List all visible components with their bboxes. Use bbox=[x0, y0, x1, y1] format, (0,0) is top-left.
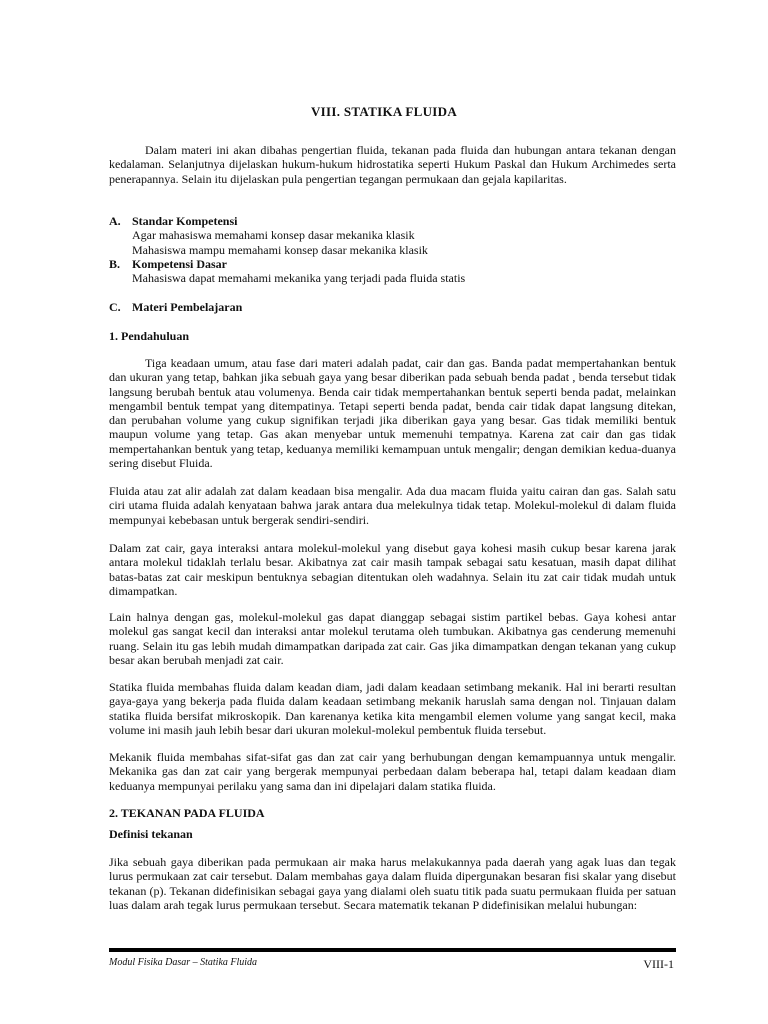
section-b bbox=[109, 257, 676, 271]
section-c-title: Materi Pembelajaran bbox=[132, 300, 243, 314]
heading-tekanan: 2. TEKANAN PADA FLUIDA bbox=[109, 806, 265, 820]
paragraph-4: Lain halnya dengan gas, molekul-molekul gas dapat dianggap sebagai sistim partikel bebas. Gaya kohesi antar molekul gas sangat kecil dan interaksi antar molekul terutama oleh tumbukan. Akibatnya gas cenderung memenuhi ruang. Selain itu gas lebih mudah dimampatkan daripada zat cair. Gas jika dimampatkan dengan tekanan yang cukup besar akan berubah menjadi zat cair. bbox=[109, 610, 676, 667]
section-a-label: A. bbox=[109, 214, 121, 228]
footer-rule bbox=[109, 948, 676, 952]
section-b-title: Kompetensi Dasar bbox=[132, 256, 227, 271]
footer-module-name: Modul Fisika Dasar – Statika Fluida bbox=[109, 957, 258, 968]
paragraph-5: Statika fluida membahas fluida dalam keadan diam, jadi dalam keadaan setimbang mekanik. Hal ini berarti resultan gaya-gaya yang bekerja pada fluida dalam keadaan setimbang mekanik haruslah sama dengan nol. Tinjauan dalam statika fluida bersifat mikroskopik. Dan karenanya ketika kita mengambil elemen volume yang sangat kecil, maka volume ini masih jauh lebih besar dari ukuran molekul-molekul pembentuk fluida tersebut. bbox=[109, 680, 676, 737]
section-b-label: B. bbox=[109, 256, 121, 271]
heading-pendahuluan: 1. Pendahuluan bbox=[109, 329, 190, 343]
section-a-title: Standar Kompetensi bbox=[132, 214, 238, 228]
section-a-line2: Mahasiswa mampu memahami konsep dasar mekanika klasik bbox=[132, 242, 428, 257]
section-a-line1: Agar mahasiswa memahami konsep dasar mekanika klasik bbox=[132, 228, 415, 243]
section-c-label: C. bbox=[109, 300, 121, 314]
page-number: VIII-1 bbox=[643, 957, 674, 971]
competency-list bbox=[109, 214, 676, 285]
section-b-line1: Mahasiswa dapat memahami mekanika yang terjadi pada fluida statis bbox=[132, 271, 466, 286]
paragraph-3: Dalam zat cair, gaya interaksi antara molekul-molekul yang disebut gaya kohesi masih cukup besar karena jarak antara molekul tidaklah terlalu besar. Akibatnya zat cair masih tampak sebagai satu kesatuan, masih dapat dilihat batas-batas zat cair meskipun bentuknya sebagian ditentukan oleh wadahnya. Selain itu zat cair tidak mudah untuk dimampatkan. bbox=[109, 541, 676, 598]
section-c bbox=[109, 300, 676, 314]
intro-paragraph: Dalam materi ini akan dibahas pengertian fluida, tekanan pada fluida dan hubungan antara tekanan dengan kedalaman. Selanjutnya dijelaskan hukum-hukum hidrostatika seperti Hukum Paskal dan Hukum Archimedes serta penerapannya. Selain itu dijelaskan pula pengertian tegangan permukaan dan gejala kapilaritas. bbox=[109, 143, 676, 186]
section-a bbox=[109, 214, 676, 228]
subheading-definisi: Definisi tekanan bbox=[109, 827, 193, 841]
chapter-title: VIII. STATIKA FLUIDA bbox=[310, 104, 458, 119]
paragraph-7: Jika sebuah gaya diberikan pada permukaan air maka harus melakukannya pada daerah yang agak luas dan tegak lurus permukaan zat cair tersebut. Dalam membahas gaya dalam fluida dipergunakan besaran fisi skalar yang disebut tekanan (p). Tekanan didefinisikan sebagai gaya yang dialami oleh suatu titik pada suatu permukaan fluida per satuan luas dalam arah tegak lurus permukaan tersebut. Secara matematik tekanan P didefinisikan melalui hubungan: bbox=[109, 855, 676, 912]
paragraph-2: Fluida atau zat alir adalah zat dalam keadaan bisa mengalir. Ada dua macam fluida yaitu cairan dan gas. Salah satu ciri utama fluida adalah kenyataan bahwa jarak antara dua melekulnya tidak tetap. Molekul-molekul di dalam fluida mempunyai kebebasan untuk bergerak sendiri-sendiri. bbox=[109, 484, 676, 527]
paragraph-1: Tiga keadaan umum, atau fase dari materi adalah padat, cair dan gas. Banda padat mempertahankan bentuk dan ukuran yang tetap, bahkan jika sebuah gaya yang besar diberikan pada sebuah benda padat , benda tersebut tidak langsung berubah bentuk atau volumenya. Benda cair tidak mempertahankan bentuk seperti benda padat, melainkan mengambil bentuk tempat yang ditempatinya. Tetapi seperti benda padat, benda cair tidak dapat langsung ditekan, dan perubahan volume yang cukup signifikan terjadi jika diberikan gaya yang besar. Gas tidak memiliki bentuk maupun volume yang tetap. Gas akan menyebar untuk memenuhi tempatnya. Karena zat cair dan gas tidak mempertahankan bentuk yang tetap, keduanya memiliki kemampuan untuk mengalir; dengan demikian kedua-duanya sering disebut Fluida. bbox=[109, 356, 676, 471]
paragraph-6: Mekanik fluida membahas sifat-sifat gas dan zat cair yang berhubungan dengan kemampuannya untuk mengalir. Mekanika gas dan zat cair yang bergerak mempunyai perbedaan dalam beberapa hal, tetapi dalam keadaan diam keduanya mempunyai perilaku yang sama dan ini dipelajari dalam statika fluida. bbox=[109, 750, 676, 793]
